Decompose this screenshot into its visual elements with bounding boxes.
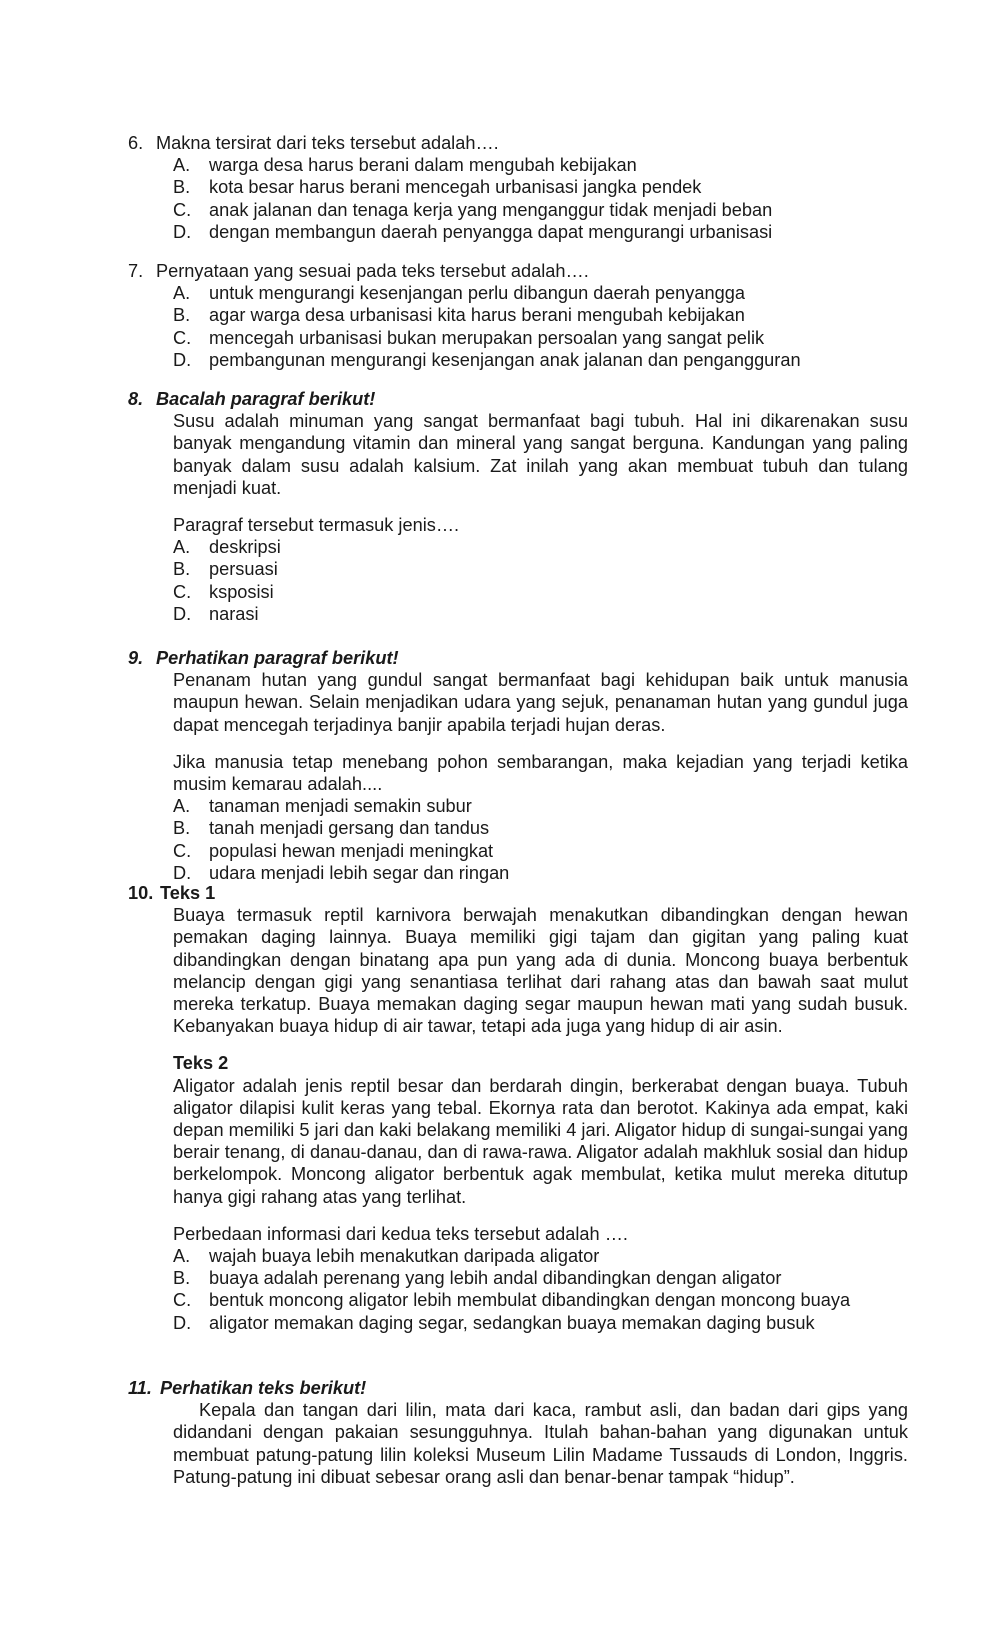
option-d	[173, 603, 908, 625]
option-letter: B.	[173, 559, 191, 580]
option-letter: A.	[173, 796, 191, 817]
option-letter: B.	[173, 1268, 191, 1289]
option-list	[173, 282, 908, 371]
heading-text: Perhatikan paragraf berikut!	[156, 648, 399, 668]
option-a	[173, 536, 908, 558]
question-stem	[128, 132, 908, 154]
option-text: pembangunan mengurangi kesenjangan anak jalanan dan pengangguran	[209, 349, 801, 370]
question-number: 8.	[128, 389, 144, 409]
question-9	[128, 647, 908, 884]
option-b	[173, 176, 908, 198]
question-text: Pernyataan yang sesuai pada teks tersebut adalah….	[156, 261, 589, 281]
option-text: dengan membangun daerah penyangga dapat mengurangi urbanisasi	[209, 221, 773, 242]
option-d	[173, 221, 908, 243]
option-list	[173, 536, 908, 625]
question-number: 7.	[128, 261, 144, 281]
option-text: narasi	[209, 603, 259, 624]
option-letter: A.	[173, 283, 191, 304]
option-b	[173, 558, 908, 580]
question-7	[128, 260, 908, 371]
option-b	[173, 304, 908, 326]
option-text: ksposisi	[209, 581, 274, 602]
question-number: 10.	[128, 883, 154, 903]
question-8	[128, 388, 908, 625]
question-stem	[128, 260, 908, 282]
option-text: wajah buaya lebih menakutkan daripada aligator	[209, 1246, 600, 1267]
reading-paragraph: Kepala dan tangan dari lilin, mata dari kaca, rambut asli, dan badan dari gips yang didandani dengan pakaian sesungguhnya. Itulah bahan-bahan yang digunakan untuk membuat patung-patung lilin koleksi Museum Lilin Madame Tussauds di London, Inggris. Patung-patung ini dibuat sebesar orang asli dan benar-benar tampak “hidup”.	[173, 1400, 908, 1487]
heading-text: Perhatikan teks berikut!	[160, 1378, 367, 1398]
question-text: Makna tersirat dari teks tersebut adalah….	[156, 133, 499, 153]
question-number: 9.	[128, 648, 144, 668]
option-c	[173, 327, 908, 349]
question-10	[128, 882, 908, 1334]
reading-text-2: Aligator adalah jenis reptil besar dan berdarah dingin, berkerabat dengan buaya. Tubuh aligator dilapisi kulit keras yang tebal. Ekornya rata dan berotot. Kakinya ada empat, kaki depan memiliki 5 jari dan kaki belakang memiliki 4 jari. Aligator hidup di sungai-sungai yang berair tenang, di danau-danau, dan di rawa-rawa. Aligator adalah makhluk sosial dan hidup berkelompok. Moncong aligator berbentuk agak membulat, ketika mulut mereka ditutup hanya gigi rahang atas yang terlihat.	[173, 1075, 908, 1207]
question-text: Paragraf tersebut termasuk jenis….	[173, 515, 460, 536]
option-c	[173, 581, 908, 603]
question-heading	[128, 388, 908, 410]
option-letter: D.	[173, 221, 192, 242]
option-text: agar warga desa urbanisasi kita harus berani mengubah kebijakan	[209, 305, 745, 326]
question-heading	[128, 1377, 908, 1399]
option-c	[173, 1289, 908, 1311]
option-text: mencegah urbanisasi bukan merupakan persoalan yang sangat pelik	[209, 327, 765, 348]
option-b	[173, 817, 908, 839]
option-list	[173, 795, 908, 884]
option-a	[173, 154, 908, 176]
option-letter: D.	[173, 603, 192, 624]
option-text: untuk mengurangi kesenjangan perlu dibangun daerah penyangga	[209, 283, 745, 304]
option-text: warga desa harus berani dalam mengubah kebijakan	[209, 155, 637, 176]
option-letter: C.	[173, 581, 192, 602]
heading-text: Bacalah paragraf berikut!	[156, 389, 376, 409]
question-number: 6.	[128, 133, 144, 153]
reading-paragraph: Penanam hutan yang gundul sangat bermanfaat bagi kehidupan baik untuk manusia maupun hewan. Selain menjadikan udara yang sejuk, penanaman hutan yang gundul juga dapat mencegah terjadinya banjir apabila terjadi hujan deras.	[173, 670, 908, 735]
option-letter: B.	[173, 177, 191, 198]
option-text: persuasi	[209, 559, 278, 580]
question-11	[128, 1377, 908, 1488]
option-list	[173, 1245, 908, 1334]
option-a	[173, 282, 908, 304]
option-letter: A.	[173, 537, 191, 558]
heading-text: Teks 1	[160, 883, 216, 903]
option-letter: B.	[173, 305, 191, 326]
option-letter: C.	[173, 199, 192, 220]
option-letter: C.	[173, 1290, 192, 1311]
subheading-teks-2: Teks 2	[173, 1053, 229, 1074]
option-letter: D.	[173, 349, 192, 370]
option-letter: A.	[173, 155, 191, 176]
option-text: deskripsi	[209, 537, 281, 558]
option-text: udara menjadi lebih segar dan ringan	[209, 862, 510, 883]
option-c	[173, 199, 908, 221]
reading-text-1: Buaya termasuk reptil karnivora berwajah menakutkan dibandingkan dengan hewan pemakan daging lainnya. Buaya memiliki gigi tajam dan gigitan yang paling kuat dibandingkan dengan binatang apa pun yang ada di dunia. Moncong buaya berbentuk melancip dengan gigi yang senantiasa terlihat dari rahang atas dan bawah saat mulut mereka terkatup. Buaya memakan daging segar maupun hewan mati yang sudah busuk. Kebanyakan buaya hidup di air tawar, tetapi ada juga yang hidup di air asin.	[173, 905, 908, 1037]
option-a	[173, 795, 908, 817]
option-text: kota besar harus berani mencegah urbanisasi jangka pendek	[209, 177, 702, 198]
question-text: Perbedaan informasi dari kedua teks tersebut adalah ….	[173, 1223, 628, 1244]
option-letter: C.	[173, 840, 192, 861]
reading-paragraph: Susu adalah minuman yang sangat bermanfaat bagi tubuh. Hal ini dikarenakan susu banyak mengandung vitamin dan mineral yang sangat berguna. Kandungan yang paling banyak dalam susu adalah kalsium. Zat inilah yang akan membuat tubuh dan tulang menjadi kuat.	[173, 411, 908, 498]
option-text: buaya adalah perenang yang lebih andal dibandingkan dengan aligator	[209, 1268, 782, 1289]
question-6	[128, 132, 908, 243]
option-c	[173, 840, 908, 862]
option-letter: A.	[173, 1246, 191, 1267]
option-letter: D.	[173, 862, 192, 883]
option-d	[173, 349, 908, 371]
question-heading	[128, 882, 908, 904]
option-letter: D.	[173, 1312, 192, 1333]
option-text: tanah menjadi gersang dan tandus	[209, 818, 490, 839]
question-heading	[128, 647, 908, 669]
option-letter: C.	[173, 327, 192, 348]
option-text: populasi hewan menjadi meningkat	[209, 840, 494, 861]
option-a	[173, 1245, 908, 1267]
question-text: Jika manusia tetap menebang pohon sembarangan, maka kejadian yang terjadi ketika musim kemarau adalah....	[173, 751, 908, 795]
option-d	[173, 1312, 908, 1334]
option-d	[173, 862, 908, 884]
option-b	[173, 1267, 908, 1289]
option-text: tanaman menjadi semakin subur	[209, 796, 472, 817]
option-text: aligator memakan daging segar, sedangkan buaya memakan daging busuk	[209, 1312, 815, 1333]
option-text: anak jalanan dan tenaga kerja yang menganggur tidak menjadi beban	[209, 199, 773, 220]
option-list	[173, 154, 908, 243]
option-text: bentuk moncong aligator lebih membulat dibandingkan dengan moncong buaya	[209, 1290, 851, 1311]
question-number: 11.	[128, 1378, 152, 1398]
option-letter: B.	[173, 818, 191, 839]
